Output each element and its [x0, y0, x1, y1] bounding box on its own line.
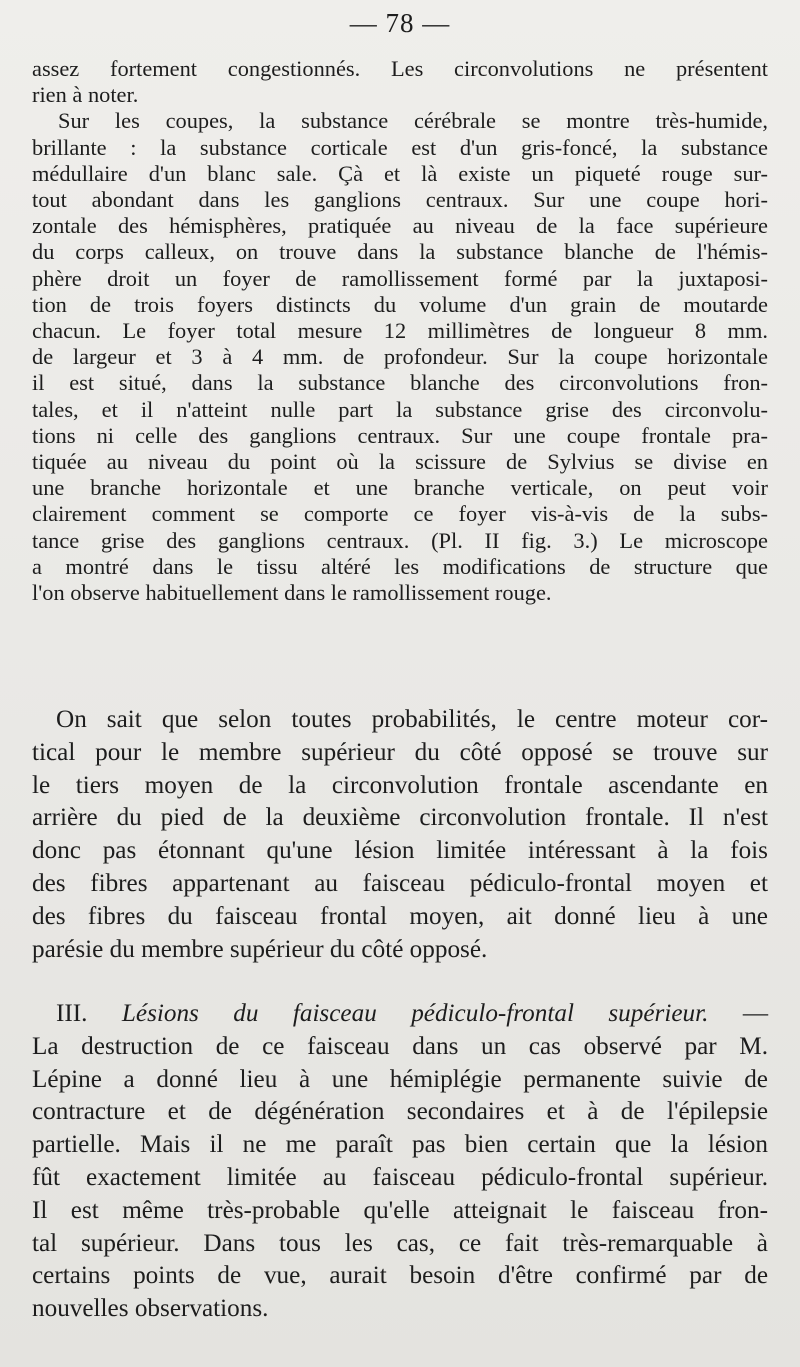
text-line: partielle. Mais il ne me paraît pas bien certain que la lésion: [32, 1131, 768, 1159]
text-line: La destruction de ce faisceau dans un cas observé par M.: [32, 1032, 768, 1060]
text-line: de largeur et 3 à 4 mm. de profondeur. Sur la coupe horizontale: [32, 344, 768, 370]
text-line: médullaire d'un blanc sale. Çà et là existe un piqueté rouge sur-: [32, 160, 768, 186]
text-line: il est situé, dans la substance blanche des circonvolutions fron-: [32, 370, 768, 396]
text-line: tiquée au niveau du point où la scissure de Sylvius se divise en: [32, 449, 768, 475]
text-line: arrière du pied de la deuxième circonvolution frontale. Il n'est: [32, 804, 768, 832]
text-line: des fibres du faisceau frontal moyen, ait donné lieu à une: [32, 902, 768, 930]
text-line: On sait que selon toutes probabilités, le centre moteur cor-: [56, 706, 768, 733]
page-number: — 78 —: [349, 8, 451, 38]
text-line: donc pas étonnant qu'une lésion limitée intéressant à la fois: [32, 837, 768, 865]
section-numeral: III.: [56, 1000, 88, 1027]
section-heading: [32, 998, 768, 1031]
text-line: tical pour le membre supérieur du côté opposé se trouve sur: [32, 738, 768, 766]
text-line: a montré dans le tissu altéré les modifications de structure que: [32, 553, 768, 579]
text-line: contracture et de dégénération secondaires et à de l'épilepsie: [32, 1098, 768, 1126]
text-line: brillante : la substance corticale est d'un gris-foncé, la substance: [32, 134, 768, 160]
text-line: une branche horizontale et une branche verticale, on peut voir: [32, 475, 768, 501]
section-dash: —: [742, 1000, 768, 1027]
text-line: Sur les coupes, la substance cérébrale se montre très-humide,: [58, 108, 768, 134]
text-line: le tiers moyen de la circonvolution frontale ascendante en: [32, 771, 768, 799]
text-line: Il est même très-probable qu'elle atteignait le faisceau fron-: [32, 1196, 768, 1224]
text-line: tout abondant dans les ganglions centraux. Sur une coupe hori-: [32, 187, 768, 213]
text-line: fût exactement limitée au faisceau pédiculo-frontal supérieur.: [32, 1163, 768, 1191]
text-line: rien à noter.: [32, 82, 139, 108]
text-line: assez fortement congestionnés. Les circonvolutions ne présentent: [32, 56, 768, 81]
text-line: tance grise des ganglions centraux. (Pl. II fig. 3.) Le microscope: [32, 527, 768, 553]
text-line: parésie du membre supérieur du côté opposé.: [32, 935, 488, 963]
text-line: nouvelles observations.: [32, 1295, 269, 1323]
paragraph-autopsy-findings: [32, 56, 768, 606]
section-title: Lésions du faisceau pédiculo-frontal supérieur.: [121, 1000, 709, 1027]
text-line: chacun. Le foyer total mesure 12 millimètres de longueur 8 mm.: [32, 318, 768, 344]
text-line: zontale des hémisphères, pratiquée au niveau de la face supérieure: [32, 213, 768, 239]
paragraph-motor-center: [32, 704, 768, 966]
section-three: [32, 998, 768, 1326]
text-line: tions ni celle des ganglions centraux. Sur une coupe frontale pra-: [32, 422, 768, 448]
text-line: tal supérieur. Dans tous les cas, ce fait très-remarquable à: [32, 1229, 768, 1257]
text-line: tion de trois foyers distincts du volume d'un grain de moutarde: [32, 291, 768, 317]
text-line: des fibres appartenant au faisceau pédiculo-frontal moyen et: [32, 869, 768, 897]
text-line: tales, et il n'atteint nulle part la substance grise des circonvolu-: [32, 396, 768, 422]
text-line: clairement comment se comporte ce foyer vis-à-vis de la subs-: [32, 501, 768, 527]
text-line: Lépine a donné lieu à une hémiplégie permanente suivie de: [32, 1065, 768, 1093]
text-line: l'on observe habituellement dans le ramollissement rouge.: [32, 580, 552, 606]
text-line: du corps calleux, on trouve dans la substance blanche de l'hémis-: [32, 239, 768, 265]
text-line: certains points de vue, aurait besoin d'être confirmé par de: [32, 1262, 768, 1290]
text-line: phère droit un foyer de ramollissement formé par la juxtaposi-: [32, 265, 768, 291]
